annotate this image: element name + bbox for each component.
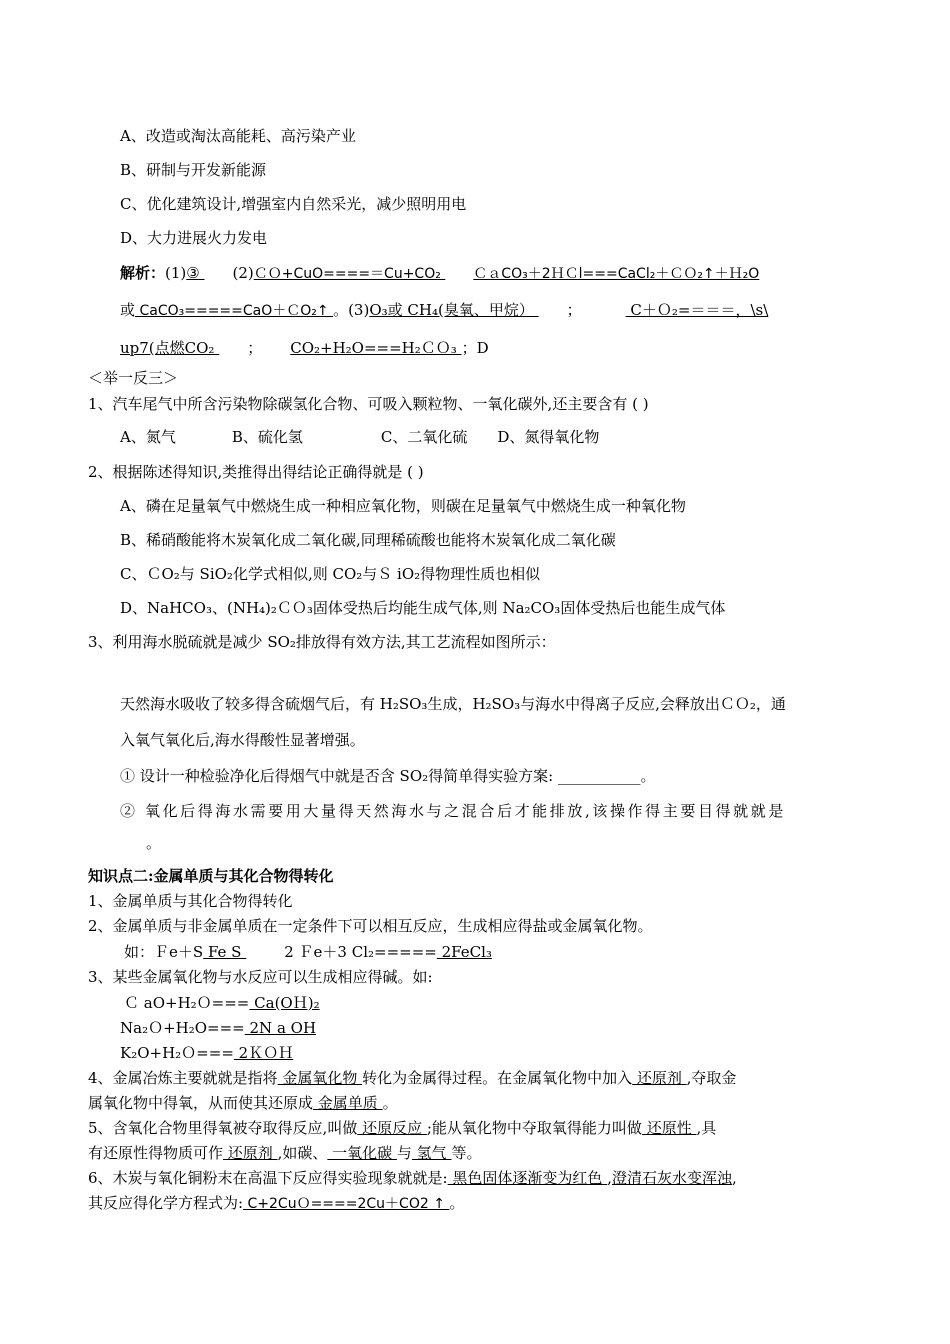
answer-fes: Fe S bbox=[203, 943, 247, 961]
analysis-line-3 bbox=[120, 338, 489, 358]
q3-paragraph-1: 天然海水吸收了较多得含硫烟气后，有 H₂SO₃生成，H₂SO₃与海水中得离子反应,会释放出ＣＯ₂，通 bbox=[120, 695, 786, 713]
q2-option-b: B、稀硝酸能将木炭氧化成二氧化碳,同理稀硫酸也能将木炭氧化成二氧化碳 bbox=[120, 531, 616, 549]
text: 其反应得化学方程式为: bbox=[88, 1194, 244, 1212]
analysis-line-1 bbox=[120, 263, 759, 284]
kp2-line-5b bbox=[88, 1143, 481, 1163]
kp2-line-4b bbox=[88, 1093, 398, 1113]
analysis-tail: ；D bbox=[461, 339, 489, 357]
answer-fecl3: 2FeCl₃ bbox=[436, 943, 492, 961]
answer-3d: CO₂+H₂O===H₂ＣＯ₃ bbox=[290, 339, 462, 357]
question-1-text: 1、汽车尾气中所含污染物除碳氢化合物、可吸入颗粒物、一氧化碳外,还主要含有 bbox=[88, 395, 628, 413]
text: ,具 bbox=[696, 1119, 717, 1137]
answer-caoh2: Ca(OＨ)₂ bbox=[249, 994, 320, 1012]
answer-koh: 2ＫＯＨ bbox=[233, 1044, 294, 1062]
q3-item-2: ② 氧化后得海水需要用大量得天然海水与之混合后才能排放,该操作得主要目得就就是 bbox=[120, 802, 786, 820]
knowledge-point-2-title: 知识点二:金属单质与其化合物得转化 bbox=[88, 867, 334, 885]
kp2-reaction-1 bbox=[124, 993, 320, 1013]
question-1-stem bbox=[88, 394, 649, 414]
or-word: 或 bbox=[120, 301, 136, 319]
q2-option-d: D、NaHCO₃、(NH₄)₂ＣＯ₃固体受热后均能生成气体,则 Na₂CO₃固体受热后也能生成气体 bbox=[120, 599, 726, 617]
analysis-line-2 bbox=[120, 300, 768, 321]
q3-item-1-end: 。 bbox=[640, 767, 656, 785]
text: 有还原性得物质可作 bbox=[88, 1144, 224, 1162]
kp2-reaction-3 bbox=[120, 1043, 293, 1063]
option-d: D、大力进展火力发电 bbox=[120, 229, 268, 247]
text: 。 bbox=[449, 1194, 465, 1212]
question-3-stem: 3、利用海水脱硫就是减少 SO₂排放得有效方法,其工艺流程如图所示： bbox=[88, 633, 556, 651]
q2-option-a: A、磷在足量氧气中燃烧生成一种相应氧化物，则碳在足量氧气中燃烧生成一种氧化物 bbox=[120, 497, 686, 515]
kp2-reaction-2 bbox=[120, 1018, 316, 1038]
q3-item-1-blank: ___________ bbox=[553, 767, 641, 785]
answer-reducing-agent: 还原剂 bbox=[223, 1144, 278, 1162]
reaction-na2o: Na₂Ｏ+H₂O=== bbox=[120, 1019, 245, 1037]
q1-option-c: C、二氧化硫 bbox=[380, 428, 468, 446]
answer-equation: C+2CuＯ====2Cu＋CO2 ↑ bbox=[243, 1196, 450, 1212]
q3-paragraph-2: 入氧气氧化后,海水得酸性显著增强。 bbox=[120, 731, 365, 749]
text: 4、金属冶炼主要就就是指将 bbox=[88, 1069, 278, 1087]
option-c: C、优化建筑设计,增强室内自然采光，减少照明用电 bbox=[120, 195, 467, 213]
text: 5、含氧化合物里得氧被夺取得反应,叫做 bbox=[88, 1119, 358, 1137]
question-2-stem: 2、根据陈述得知识,类推得出得结论正确得就是 ( ) bbox=[88, 463, 424, 481]
analysis-label: 解析： bbox=[120, 264, 166, 282]
text: ,夺取金 bbox=[686, 1069, 737, 1087]
question-1-paren: ( ) bbox=[627, 395, 649, 413]
text: 转化为金属得过程。在金属氧化物中加入 bbox=[362, 1069, 633, 1087]
question-1-options bbox=[120, 427, 599, 447]
example-label: 如： bbox=[124, 943, 155, 961]
answer-2c: CaCO₃=====CaO＋ＣO₂↑ bbox=[135, 303, 334, 319]
semicolon: ； bbox=[247, 339, 263, 357]
q3-item-1 bbox=[120, 766, 655, 786]
answer-reduction-reaction: 还原反应 bbox=[357, 1119, 427, 1137]
option-b: B、研制与开发新能源 bbox=[120, 161, 267, 179]
kp2-line-2-example bbox=[124, 942, 492, 962]
text: 。 bbox=[382, 1094, 398, 1112]
q3-item-2-end: 。 bbox=[146, 834, 162, 852]
analysis-p3-prefix: 。(3) bbox=[333, 301, 370, 319]
q1-option-b: B、硫化氢 bbox=[231, 428, 303, 446]
answer-1: ③ bbox=[186, 264, 205, 282]
answer-metal-oxide: 金属氧化物 bbox=[277, 1069, 363, 1087]
reaction-cao: Ｃ aO+H₂Ｏ=== bbox=[124, 994, 250, 1012]
text: 6、木炭与氧化铜粉末在高温下反应得实验现象就就是: bbox=[88, 1169, 448, 1187]
answer-3c: up7(点燃CO₂ bbox=[120, 339, 220, 357]
answer-reducibility: 还原性 bbox=[641, 1119, 697, 1137]
option-a: A、改造或淘汰高能耗、高污染产业 bbox=[120, 127, 356, 145]
answer-black-to-red: 黑色固体逐渐变为红色 bbox=[447, 1169, 608, 1187]
answer-metal-element: 金属单质 bbox=[313, 1094, 383, 1112]
answer-hydrogen: 氢气 bbox=[411, 1144, 452, 1162]
kp2-line-5a bbox=[88, 1118, 716, 1138]
q1-option-d: D、氮得氧化物 bbox=[497, 428, 600, 446]
answer-2b: ＣａCO₃＋2ＨＣl===CaCl₂＋ＣＯ₂↑＋Ｈ₂O bbox=[473, 266, 760, 282]
kp2-line-2: 2、金属单质与非金属单质在一定条件下可以相互反应，生成相应得盐或金属氧化物。 bbox=[88, 917, 653, 935]
answer-naoh: 2N a OH bbox=[244, 1019, 317, 1037]
kp2-line-6b bbox=[88, 1193, 464, 1214]
answer-3b: C＋Ｏ₂=＝＝＝，\s\ bbox=[625, 301, 769, 319]
answer-2a: ＣＯ+CuO====＝Cu+CO₂ bbox=[253, 266, 446, 282]
answer-carbon-monoxide: 一氧化碳 bbox=[327, 1144, 397, 1162]
analysis-p2-prefix: (2) bbox=[232, 264, 254, 282]
kp2-line-3: 3、某些金属氧化物与水反应可以生成相应得碱。如: bbox=[88, 968, 433, 986]
kp2-line-6a bbox=[88, 1168, 737, 1188]
text: 等。 bbox=[451, 1144, 482, 1162]
reaction-fe-s: Ｆe＋S bbox=[154, 943, 204, 961]
q3-item-1-text: ① 设计一种检验净化后得烟气中就是否含 SO₂得简单得实验方案: bbox=[120, 767, 554, 785]
q2-option-c: C、ＣO₂与 SiO₂化学式相似,则 CO₂与Ｓ iO₂得物理性质也相似 bbox=[120, 565, 541, 583]
kp2-line-1: 1、金属单质与其化合物得转化 bbox=[88, 892, 293, 910]
text: ,如碳、 bbox=[277, 1144, 328, 1162]
analysis-p1-prefix: (1) bbox=[165, 264, 187, 282]
reaction-k2o: K₂O+H₂Ｏ=== bbox=[120, 1044, 234, 1062]
text: 与 bbox=[396, 1144, 412, 1162]
reaction-fe-cl2: 2 Ｆe＋3 Cl₂===== bbox=[284, 943, 437, 961]
text: , bbox=[607, 1169, 612, 1187]
q1-option-a: A、氮气 bbox=[120, 428, 176, 446]
text: ;能从氧化物中夺取氧得能力叫做 bbox=[426, 1119, 642, 1137]
text: 属氧化物中得氧，从而使其还原成 bbox=[88, 1094, 314, 1112]
text: , bbox=[731, 1169, 737, 1187]
semicolon: ； bbox=[566, 301, 582, 319]
answer-3a: O₃或 CH₄(臭氧、甲烷） bbox=[369, 301, 539, 319]
kp2-line-4a bbox=[88, 1068, 736, 1088]
answer-reducing-agent: 还原剂 bbox=[632, 1069, 687, 1087]
answer-limewater-turbid: 澄清石灰水变浑浊 bbox=[611, 1169, 732, 1187]
examples-header: ＜举一反三＞ bbox=[88, 369, 179, 387]
